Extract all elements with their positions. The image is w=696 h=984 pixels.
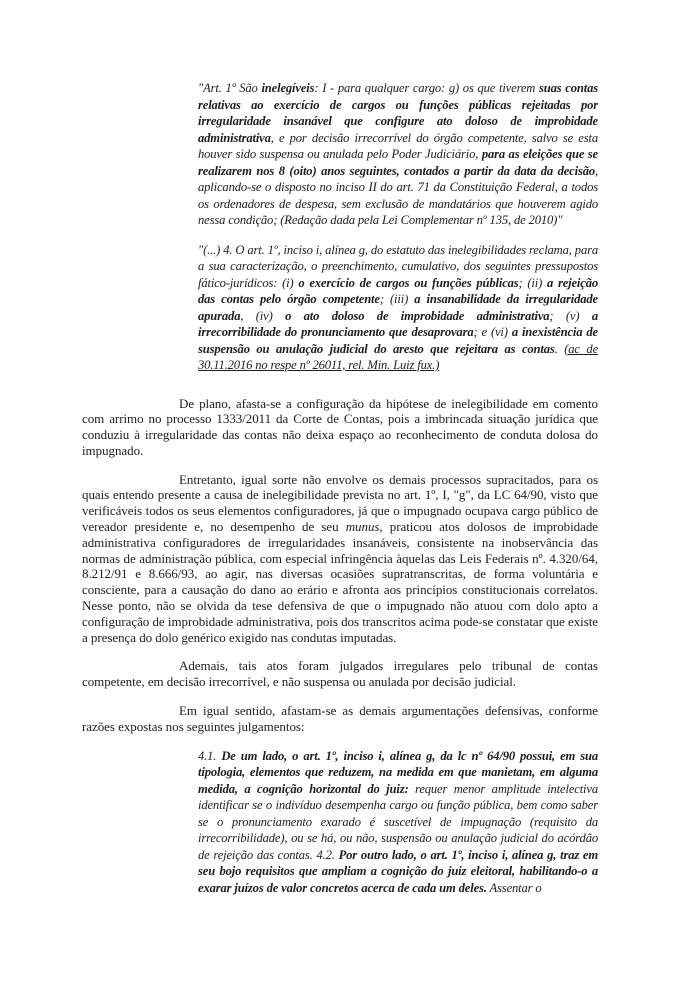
text-segment: Em igual sentido, afastam-se as demais argumentações defensivas, conforme razões expostas nos seguintes julgamentos:	[82, 703, 598, 734]
paragraph-ademais	[82, 658, 598, 690]
text-segment: para as eleições que se realizarem nos 8 (oito) anos seguintes, contados a partir da data da decisão	[198, 147, 598, 178]
legal-quote-julgado-4-1-4-2	[198, 748, 598, 897]
paragraph-entretanto	[82, 472, 598, 646]
text-segment: (ac de 30.11.2016 no respe nº 26011, rel. Min. Luiz fux.)	[198, 341, 599, 372]
paragraph-de-plano	[82, 396, 598, 459]
text-segment: , (iv)	[240, 308, 286, 323]
text-segment: a rejeição das contas pelo órgão competente	[198, 275, 598, 306]
text-segment: Entretanto, igual sorte não envolve os demais processos supracitados, para os quais entendo presente a causa de inelegibilidade prevista no art. 1º, I, "g", da LC 64/90, visto que verificáveis todos os seus elementos configuradores, já que o impugnado ocupava cargo público de vereador presidente e, no desempenho de seu	[82, 471, 598, 535]
text-segment: o ato doloso de improbidade administrativa	[285, 308, 550, 323]
paragraph-em-igual-sentido	[82, 703, 598, 735]
text-segment: ; (ii)	[518, 275, 547, 290]
text-segment: Ademais, tais atos foram julgados irregulares pelo tribunal de contas competente, em decisão irrecorrível, e não suspensa ou anulada por decisão judicial.	[82, 658, 598, 690]
text-segment: a insanabilidade da irregularidade apurada	[198, 292, 598, 323]
text-segment: a irrecorribilidade do pronunciamento que desaprovara	[198, 308, 598, 339]
text-segment: .	[554, 341, 565, 356]
text-segment: De um lado, o art. 1º, inciso i, alínea g, da lc nº 64/90 possui, em sua tipologia, elementos que reduzem, na medida em que manietam, em alguma medida, a cognição horizontal do juiz:	[198, 748, 598, 796]
text-segment: o exercício de cargos ou funções públicas	[298, 275, 519, 290]
text-segment: "Art. 1º São	[198, 81, 262, 95]
text-segment: requer menor amplitude intelectiva identificar se o indivíduo desempenha cargo ou função pública, bem como saber se o pronunciamento exarado é suscetível de impugnação (requisito da irrecorribilidade), ou se há, ou não, suspensão ou anulação judicial do acórdão de rejeição das contas. 4.2.	[198, 781, 598, 862]
text-segment: 4.1.	[198, 748, 222, 763]
text-segment: De plano, afasta-se a configuração da hipótese de inelegibilidade em comento com arrimo no processo 1333/2011 da Corte de Contas, pois a imbrincada situação jurídica que conduziu à irregularidade das contas não deixa espaço ao reconhecimento de conduta dolosa do impugnado.	[82, 395, 598, 458]
text-segment: inelegíveis	[261, 81, 315, 95]
text-segment: ; e (vi)	[473, 325, 512, 339]
text-segment: , aplicando-se o disposto no inciso II do art. 71 da Constituição Federal, a todos os ordenadores de despesa, sem exclusão de mandatários que houverem agido nessa condição; (Redação dada pela Lei Complementar nº 135, de 2010)"	[198, 163, 598, 227]
text-segment: ; (iii)	[379, 292, 415, 306]
text-segment: suas contas relativas ao exercício de cargos ou funções públicas rejeitadas por irregularidade insanável que configure ato doloso de improbidade administrativa	[198, 81, 598, 145]
text-segment: , e por decisão irrecorrível do órgão competente, salvo se esta houver sido suspensa ou anulada pelo Poder Judiciário,	[198, 130, 598, 161]
text-segment: munus	[345, 519, 380, 535]
text-segment: : I - para qualquer cargo: g) os que tiverem	[314, 81, 540, 95]
text-segment: Por outro lado, o art. 1º, inciso i, alínea g, traz em seu bojo requisitos que ampliam a cognição do juiz eleitoral, habilitando-o a exarar juízos de valor concretos acerca de cada um deles.	[198, 847, 598, 895]
text-segment: ; (v)	[549, 308, 592, 323]
text-segment: a inexistência de suspensão ou anulação judicial do aresto que rejeitara as contas	[198, 325, 598, 356]
text-segment: , praticou atos dolosos de improbidade administrativa configuradores de irregularidades insanáveis, consistente na inobservância das normas de administração pública, com especial infringência àquelas das Leis Federais nº. 4.320/64, 8.212/91 e 8.666/93, ao agir, nas diversas ocasiões supratranscritas, de forma voluntária e consciente, para a causação do dano ao erário e afronta aos princípios constitucionais correlatos. Nesse ponto, não se olvida da tese defensiva de que o impugnado não atuou com dolo apto a configuração de improbidade administrativa, pois dos transcritos acima pode-se constatar que existe a presença do dolo genérico exigido nas condutas imputadas.	[82, 519, 598, 645]
legal-quote-art1-lc64	[198, 80, 598, 229]
legal-quote-pressupostos-tse	[198, 242, 598, 374]
text-segment: "(...) 4. O art. 1º, inciso i, alínea g, do estatuto das inelegibilidades reclama, para a sua caracterização, o preenchimento, cumulativo, dos seguintes pressupostos fático-jurídicos: (i)	[198, 242, 598, 290]
text-segment: Assentar o	[486, 880, 542, 895]
